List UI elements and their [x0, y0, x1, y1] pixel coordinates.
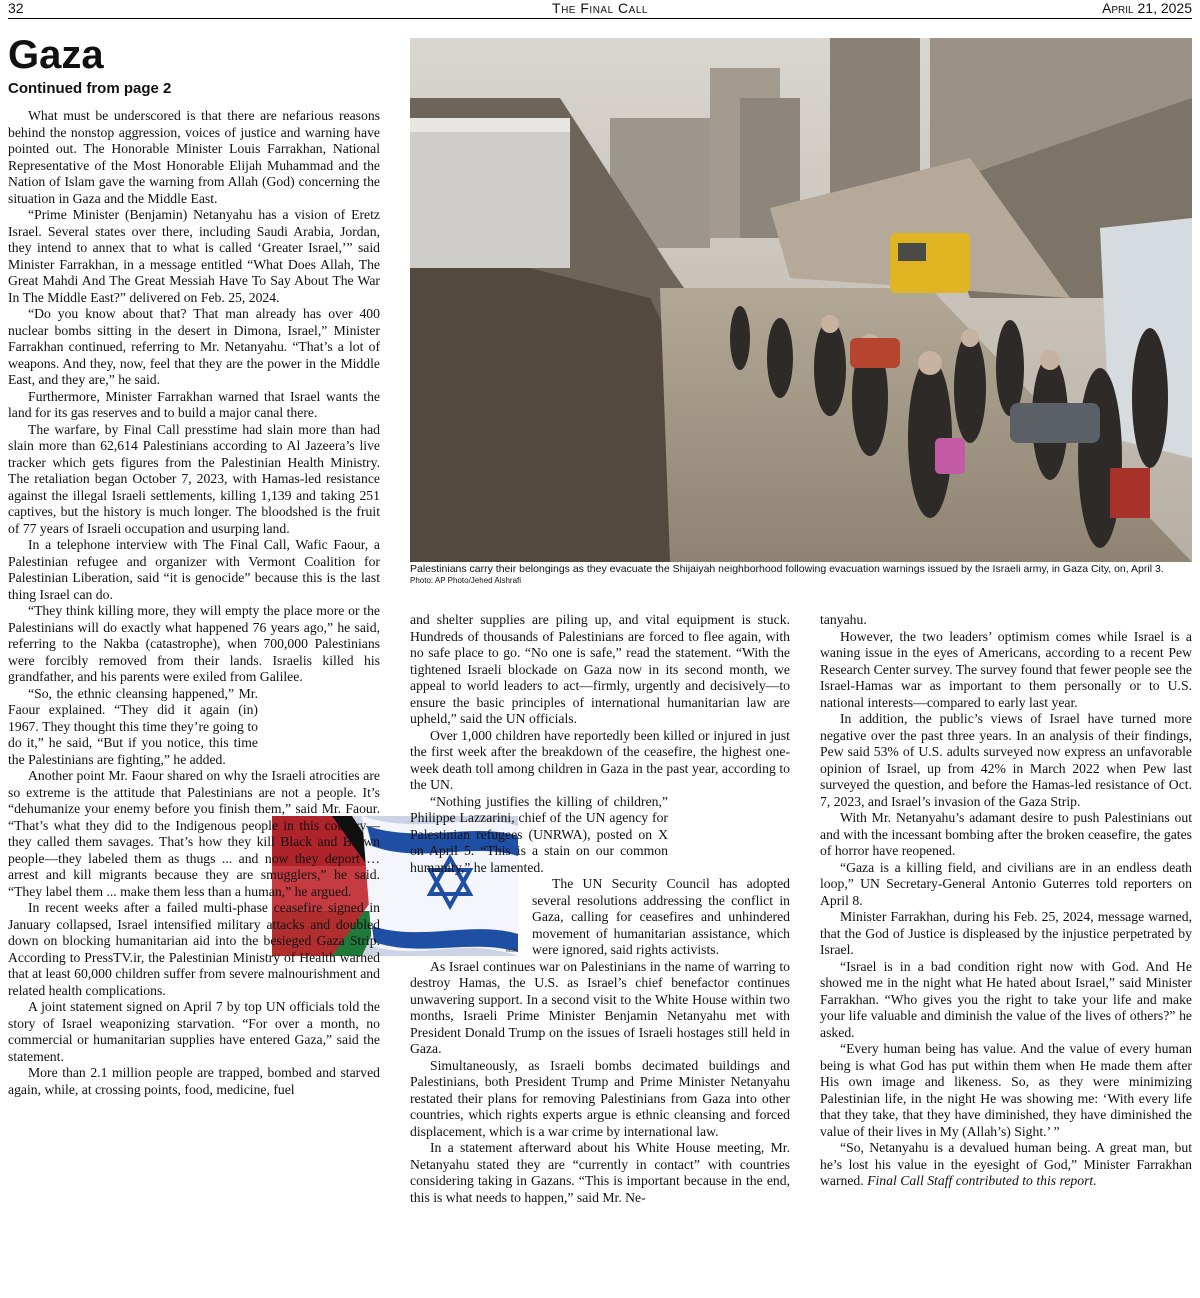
paragraph: “Israel is in a bad condition right now with God. And He showed me in the night what He hated about Israel,” said Minister Farrakhan. “Who gives you the right to take your life and make your life valuable and diminish the value of the lives of others?” he asked.	[820, 958, 1192, 1040]
paragraph: Over 1,000 children have reportedly been killed or injured in just the first week after the breakdown of the ceasefire, the highest one-week death toll among children in Gaza in the past year, according to the UN.	[410, 727, 790, 792]
paragraph: Simultaneously, as Israeli bombs decimated buildings and Palestinians, both President Trump and Prime Minister Netanyahu restated their plans for removing Palestinians from Gaza into other countries, which rights experts argue is ethnic cleansing and forced displacement, which is a war crime by international law.	[410, 1057, 790, 1139]
flags-credit: MGN	[506, 948, 518, 954]
photo-caption: Palestinians carry their belongings as they evacuate the Shijaiyah neighborhood following evacuation warnings issued by the Israeli army, in Gaza City, on, April 3.	[410, 563, 1164, 575]
paragraph: The warfare, by Final Call presstime had slain more than had slain more than 62,614 Palestinians according to Al Jazeera’s live tracker which gets figures from the Palestinian Health Ministry. The retaliation began October 7, 2023, with Hamas-led resistance against the illegal Israeli settlements, killing 1,139 and taking 251 captives, but the history is much longer. The bloodshed is the fruit of 77 years of Israeli occupation and usurping land.	[8, 421, 380, 536]
paragraph: What must be underscored is that there are nefarious reasons behind the nonstop aggression, voices of justice and warning have pointed out. The Honorable Minister Louis Farrakhan, National Representative of the Most Honorable Elijah Muhammad and the Nation of Islam gave the warning from Allah (God) concerning the situation in Gaza and the Middle East.	[8, 108, 380, 206]
paragraph: In a statement afterward about his White House meeting, Mr. Netanyahu stated they are “currently in contact” with countries considering taking in Gazans. “This is important because in the end, this is what needs to happen,” said Mr. Ne-	[410, 1140, 790, 1205]
paragraph: “So, the ethnic cleansing happened,” Mr. Faour explained. “They did it again (in) 1967. They thought this time they’re going to do it,” he said, “But if you notice, this time the Palestinians are fighting,” he added.	[8, 685, 258, 767]
evacuation-photo	[410, 38, 1192, 562]
paragraph: As Israel continues war on Palestinians in the name of warring to destroy Hamas, the U.S. as Israel’s chief benefactor continues unwavering support. In a second visit to the White House within two months, Israeli Prime Minister Benjamin Netanyahu met with President Donald Trump on the issues of Israeli hostages still held in Gaza.	[410, 958, 790, 1056]
issue-date: April 21, 2025	[1102, 0, 1192, 16]
paragraph: Furthermore, Minister Farrakhan warned that Israel wants the land for its gas reserves and to build a major canal there.	[8, 388, 380, 420]
publication-name: The Final Call	[552, 0, 648, 16]
paragraph: and shelter supplies are piling up, and vital equipment is stuck. Hundreds of thousands of Palestinians are forced to flee again, with no safe place to go. “No one is safe,” read the statement. “With the tightened Israeli blockade on Gaza now in its second month, we appeal to world leaders to act—firmly, urgently and decisively—to ensure the basic principles of international humanitarian law are upheld,” said the UN officials.	[410, 612, 790, 726]
staff-note: Final Call Staff contributed to this report.	[867, 1173, 1097, 1188]
paragraph: With Mr. Netanyahu’s adamant desire to push Palestinians out and with the incessant bombing after the broken ceasefire, the gates of horror have reopened.	[820, 810, 1192, 858]
paragraph: “Every human being has value. And the value of every human being is what God has put within them when He made them after His own image and likeness. So, as they were minimizing Palestinian life, in the night He was showing me: ‘With every life that they take, that they have diminished, they have diminished the value of their lives in My (Allah’s) Sight.’ ”	[820, 1041, 1192, 1139]
paragraph: A joint statement signed on April 7 by top UN officials told the story of Israel weaponizing starvation. “For over a month, no commercial or humanitarian supplies have entered Gaza,” said the statement.	[8, 999, 380, 1064]
paragraph: “Gaza is a killing field, and civilians are in an endless death loop,” UN Secretary-General Antonio Guterres told reporters on April 8.	[820, 859, 1192, 908]
paragraph: tanyahu.	[820, 612, 867, 627]
article-column-3	[820, 612, 1192, 1190]
article-headline: Gaza	[8, 33, 104, 77]
article-column-2	[410, 612, 790, 1206]
paragraph: In a telephone interview with The Final Call, Wafic Faour, a Palestinian refugee and organizer with Vermont Coalition for Palestinian Liberation, said “it is genocide” because this is the last thing Israel can do.	[8, 537, 380, 602]
paragraph: “They think killing more, they will empty the place more or the Palestinians will do exactly what happened 76 years ago,” he said, referring to the Nakba (catastrophe), when 700,000 Palestinians were forcibly removed from their lands. Israelis killed his grandfather, and his parents were exiled from Galilee.	[8, 603, 380, 684]
paragraph: In addition, the public’s views of Israel have turned more negative over the past three years. In an analysis of their findings, Pew said 53% of U.S. adults surveyed now express an unfavorable opinion of Israel, up from 42% in March 2022 when Pew last surveyed the question, and before the Hamas-led resistance of Oct. 7, 2023, and Israel’s invasion of the Gaza Strip.	[820, 711, 1192, 809]
paragraph: The UN Security Council has adopted several resolutions addressing the conflict in Gaza, calling for ceasefires and unhindered movement of humanitarian assistance, which were ignored, said rights activists.	[532, 876, 790, 957]
page-header	[8, 0, 1192, 19]
paragraph-last	[820, 1140, 1192, 1190]
continuation-label: Continued from page 2	[8, 80, 172, 97]
paragraph: More than 2.1 million people are trapped, bombed and starved again, while, at crossing points, food, medicine, fuel	[8, 1065, 380, 1097]
photo-credit: Photo: AP Photo/Jehed Alshrafi	[410, 576, 522, 585]
paragraph: However, the two leaders’ optimism comes while Israel is a waning issue in the eyes of Americans, according to a recent Pew Research Center survey. The survey found that fewer people see the Israel-Hamas war as important to them personally or to U.S. national interests—compared to early last year.	[820, 628, 1192, 710]
paragraph: “Prime Minister (Benjamin) Netanyahu has a vision of Eretz Israel. Several states over there, including Saudi Arabia, Jordan, they intend to annex that to what is called ‘Greater Israel,’” said Minister Farrakhan, in a message entitled “What Does Allah, The Great Mahdi And The Great Messiah Have To Say About The War In The Middle East?” delivered on Feb. 25, 2024.	[8, 207, 380, 305]
paragraph: Minister Farrakhan, during his Feb. 25, 2024, message warned, that the God of Justice is displeased by the injustice perpetrated by Israel.	[820, 909, 1192, 957]
paragraph: In recent weeks after a failed multi-phase ceasefire signed in January collapsed, Israel intensified military attacks and doubled down on blocking humanitarian aid into the besieged Gaza Strip. According to PressTV.ir, the Palestinian Ministry of Health warned that at least 60,000 children suffer from severe malnourishment and related health complications.	[8, 900, 380, 998]
paragraph: Another point Mr. Faour shared on why the Israeli atrocities are so extreme is the attitude that Palestinians are not a people. It’s “dehumanize your enemy before you finish them,” said Mr. Faour. “That’s what they did to the Indigenous people in this country—they called them savages. That’s how they kill Black and Brown people—they labeled them as thugs ... and now they deport … arrest and kill migrants because they are smugglers,” he said. “They label them ... make them less than a human,” he argued.	[8, 768, 380, 899]
paragraph: “Nothing justifies the killing of children,” Philippe Lazzarini, chief of the UN agency for Palestinian refugees (UNRWA), posted on X on April 5. “This is a stain on our common humanity,” he lamented.	[410, 793, 668, 875]
photo-illustration	[410, 38, 1192, 562]
page-number: 32	[8, 0, 24, 16]
article-column-1	[8, 108, 380, 1098]
paragraph: “Do you know about that? That man already has over 400 nuclear bombs sitting in the desert in Dimona, Israel,” Minister Farrakhan continued, referring to Mr. Netanyahu. “That’s a lot of weapons. And they, now, feel that they are the power in the Middle East, and they are,” he said.	[8, 306, 380, 387]
paragraph-text: “So, Netanyahu is a devalued human being. A great man, but he’s lost his value in the eyesight of God,” Minister Farrakhan warned.	[820, 1140, 1192, 1188]
